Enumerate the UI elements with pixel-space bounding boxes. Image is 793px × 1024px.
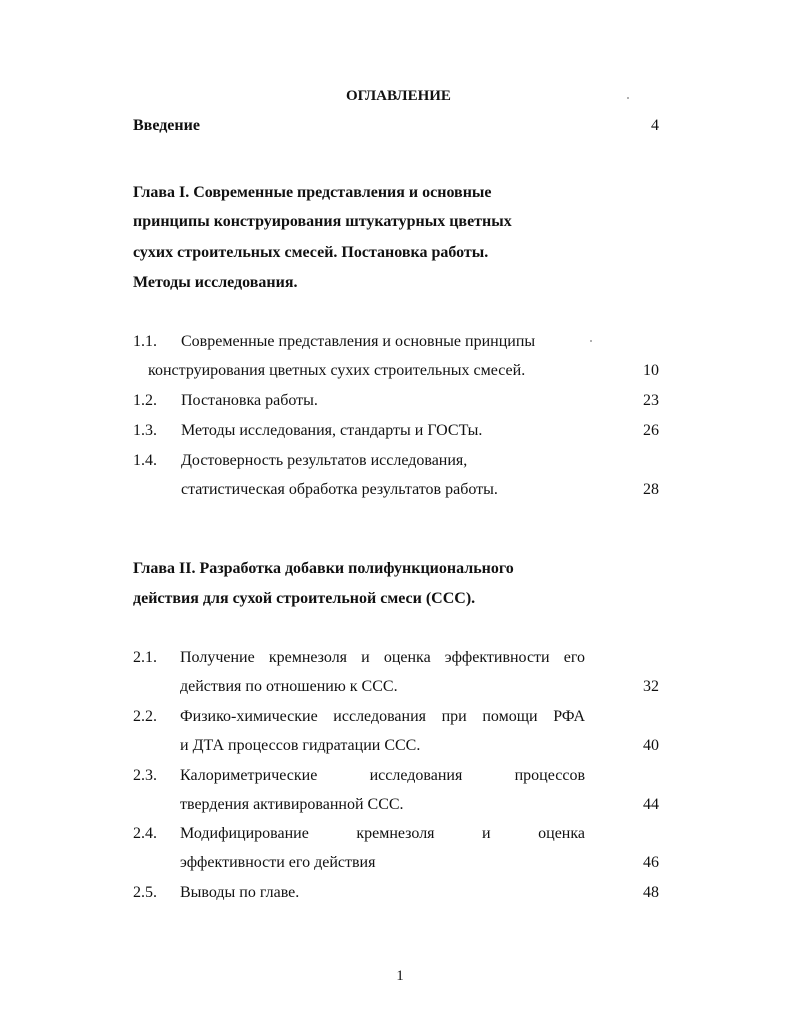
section-number: 1.4. bbox=[133, 452, 157, 469]
section-page: 48 bbox=[643, 884, 659, 901]
section-page: 44 bbox=[643, 796, 659, 813]
section-number: 2.5. bbox=[133, 884, 157, 901]
chapter1-heading-line4: Методы исследования. bbox=[133, 274, 298, 291]
scan-speck bbox=[627, 97, 629, 99]
intro-label: Введение bbox=[133, 117, 200, 134]
section-page: 28 bbox=[643, 481, 659, 498]
section-number: 1.1. bbox=[133, 333, 157, 350]
section-number: 2.2. bbox=[133, 708, 157, 725]
section-title-cont: эффективности его действия bbox=[180, 854, 376, 871]
section-page: 26 bbox=[643, 422, 659, 439]
chapter1-heading-line1: Глава I. Современные представления и основные bbox=[133, 184, 492, 201]
section-page: 40 bbox=[643, 737, 659, 754]
intro-page: 4 bbox=[651, 117, 659, 134]
section-title: Выводы по главе. bbox=[180, 884, 300, 901]
section-number: 1.3. bbox=[133, 422, 157, 439]
section-title-cont: и ДТА процессов гидратации ССС. bbox=[180, 737, 421, 754]
section-title: Современные представления и основные принципы bbox=[181, 333, 536, 350]
toc-title: ОГЛАВЛЕНИЕ bbox=[346, 88, 451, 104]
section-title-cont: конструирования цветных сухих строительных смесей. bbox=[148, 362, 526, 379]
section-page: 10 bbox=[643, 362, 659, 379]
chapter1-heading-line3: сухих строительных смесей. Постановка работы. bbox=[133, 244, 489, 261]
section-title-cont: статистическая обработка результатов работы. bbox=[181, 481, 498, 498]
section-number: 2.3. bbox=[133, 767, 157, 784]
section-page: 46 bbox=[643, 854, 659, 871]
section-number: 1.2. bbox=[133, 392, 157, 409]
chapter1-heading-line2: принципы конструирования штукатурных цветных bbox=[133, 213, 512, 230]
chapter2-heading-line1: Глава II. Разработка добавки полифункционального bbox=[133, 560, 514, 577]
scan-speck bbox=[590, 340, 592, 342]
section-page: 23 bbox=[643, 392, 659, 409]
section-number: 2.1. bbox=[133, 649, 157, 666]
section-title: Калориметрические исследования процессов bbox=[180, 767, 585, 784]
section-title: Постановка работы. bbox=[181, 392, 318, 409]
section-page: 32 bbox=[643, 678, 659, 695]
section-title: Методы исследования, стандарты и ГОСТы. bbox=[181, 422, 483, 439]
section-number: 2.4. bbox=[133, 825, 157, 842]
chapter2-heading-line2: действия для сухой строительной смеси (ССС). bbox=[133, 590, 476, 607]
section-title: Достоверность результатов исследования, bbox=[181, 452, 468, 469]
section-title-cont: действия по отношению к ССС. bbox=[180, 678, 398, 695]
section-title: Получение кремнезоля и оценка эффективности его bbox=[180, 649, 585, 666]
page-number: 1 bbox=[396, 968, 404, 984]
section-title-cont: твердения активированной ССС. bbox=[180, 796, 404, 813]
section-title: Физико-химические исследования при помощи РФА bbox=[180, 708, 585, 725]
section-title: Модифицирование кремнезоля и оценка bbox=[180, 825, 585, 842]
